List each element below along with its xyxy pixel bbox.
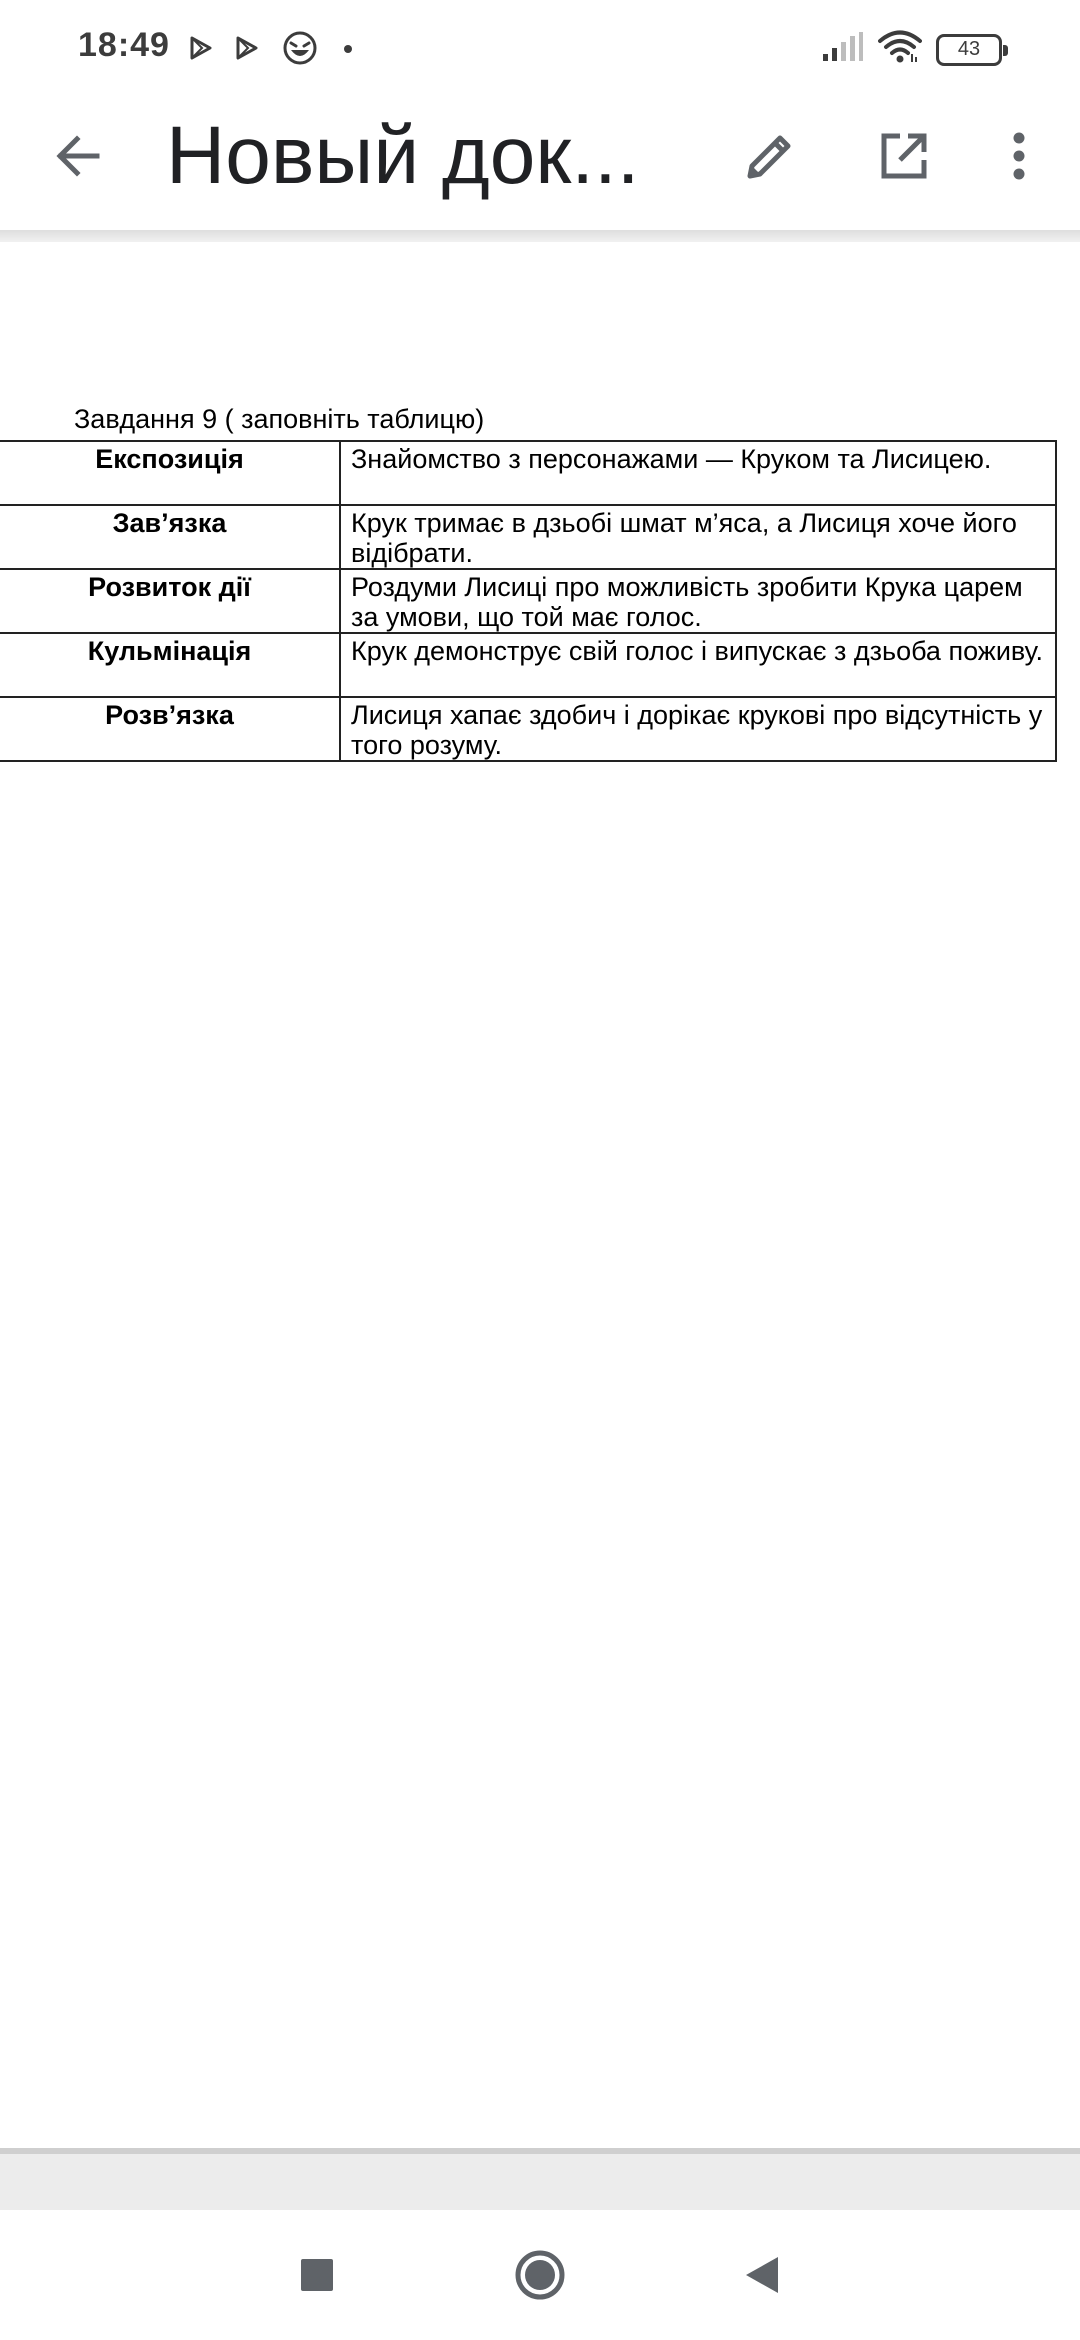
description-cell: Знайомство з персонажами — Круком та Лисицею. bbox=[340, 441, 1056, 505]
more-vert-icon bbox=[1012, 131, 1026, 181]
description-cell: Крук демонструє свій голос і випускає з дзьоба поживу. bbox=[340, 633, 1056, 697]
description-cell: Крук тримає в дзьобі шмат м’яса, а Лисиця хоче його відібрати. bbox=[340, 505, 1056, 569]
document-title: Новый док... bbox=[166, 110, 640, 201]
nav-back-button[interactable] bbox=[727, 2240, 797, 2310]
open-in-new-button[interactable] bbox=[866, 118, 942, 194]
system-navigation-bar bbox=[0, 2210, 1080, 2340]
plot-structure-table bbox=[0, 440, 1057, 762]
back-button[interactable] bbox=[40, 118, 116, 194]
document-view[interactable] bbox=[0, 242, 1080, 2148]
status-time: 18:49 bbox=[78, 26, 170, 64]
stage-cell: Розв’язка bbox=[0, 697, 340, 761]
back-triangle-icon bbox=[744, 2255, 780, 2295]
more-options-button[interactable] bbox=[998, 118, 1040, 194]
app-bar bbox=[0, 96, 1080, 230]
home-circle-icon bbox=[514, 2249, 566, 2301]
description-cell: Лисиця хапає здобич і дорікає крукові про відсутність у того розуму. bbox=[340, 697, 1056, 761]
battery-icon bbox=[936, 34, 1002, 66]
stage-cell: Експозиція bbox=[0, 441, 340, 505]
pencil-icon bbox=[744, 130, 796, 182]
description-cell: Роздуми Лисиці про можливість зробити Крука царем за умови, що той має голос. bbox=[340, 569, 1056, 633]
table-row bbox=[0, 633, 1056, 697]
app-bar-divider bbox=[0, 230, 1080, 242]
table-row bbox=[0, 441, 1056, 505]
system-icons bbox=[822, 30, 1002, 69]
wifi-icon bbox=[878, 30, 922, 69]
play-store-icon bbox=[236, 36, 258, 65]
back-arrow-icon bbox=[53, 131, 103, 181]
task-title: Завдання 9 ( заповніть таблицю) bbox=[74, 404, 485, 434]
home-button[interactable] bbox=[505, 2240, 575, 2310]
open-external-icon bbox=[878, 130, 930, 182]
stage-cell: Розвиток дії bbox=[0, 569, 340, 633]
battery-level: 43 bbox=[957, 38, 981, 60]
table-row bbox=[0, 505, 1056, 569]
stage-cell: Кульмінація bbox=[0, 633, 340, 697]
table-row bbox=[0, 569, 1056, 633]
play-store-icon bbox=[190, 36, 212, 65]
table-row bbox=[0, 697, 1056, 761]
stage-cell: Зав’язка bbox=[0, 505, 340, 569]
bottom-panel bbox=[0, 2154, 1080, 2210]
recents-button[interactable] bbox=[282, 2240, 352, 2310]
cellular-signal-icon bbox=[822, 32, 864, 67]
emoji-laugh-icon bbox=[282, 30, 318, 71]
recents-square-icon bbox=[300, 2258, 334, 2292]
status-bar bbox=[0, 0, 1080, 96]
edit-button[interactable] bbox=[732, 118, 808, 194]
notification-icons bbox=[190, 30, 354, 71]
dot-icon bbox=[342, 42, 354, 60]
